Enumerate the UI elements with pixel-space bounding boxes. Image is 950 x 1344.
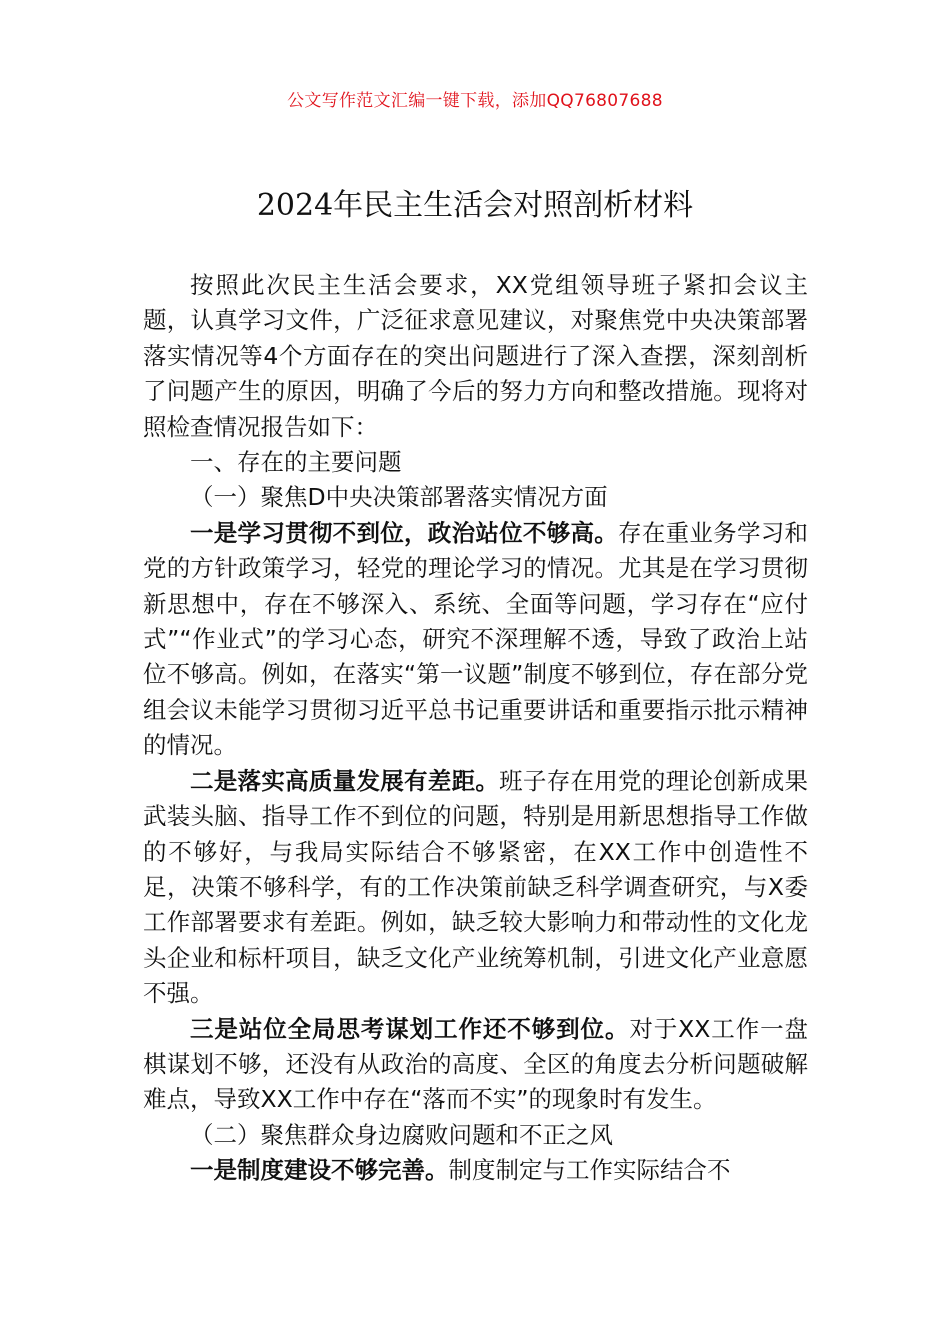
document-title: 2024年民主生活会对照剖析材料 bbox=[256, 188, 694, 223]
heading-text: （二）聚焦群众身边腐败问题和不正之风 bbox=[190, 1120, 613, 1149]
heading-text: 一、存在的主要问题 bbox=[190, 448, 402, 477]
document-body bbox=[143, 268, 808, 1189]
subsection-heading-2 bbox=[143, 1118, 808, 1153]
issue-lead: 三是站位全局思考谋划工作还不够到位。 bbox=[190, 1014, 630, 1043]
issue-lead: 一是学习贯彻不到位，政治站位不够高。 bbox=[190, 518, 619, 547]
issue-lead: 一是制度建设不够完善。 bbox=[190, 1156, 449, 1185]
paragraph-text: 制度制定与工作实际结合不 bbox=[448, 1156, 731, 1185]
heading-text: （一）聚焦D中央决策部署落实情况方面 bbox=[190, 483, 608, 512]
intro-paragraph bbox=[143, 268, 808, 445]
paragraph-text: 存在重业务学习和党的方针政策学习，轻党的理论学习的情况。尤其是在学习贯彻新思想中，存在不够深入、系统、全面等问题，学习存在“应付式”“作业式”的学习心态，研究不深理解不透，导致了政治上站位不够高。例如，在落实“第一议题”制度不够到位，存在部分党组会议未能学习贯彻习近平总书记重要讲话和重要指示批示精神的情况。 bbox=[143, 518, 809, 760]
issue-paragraph-1 bbox=[143, 516, 808, 764]
subsection-heading-1 bbox=[143, 480, 808, 515]
issue-paragraph-4 bbox=[143, 1153, 808, 1188]
issue-paragraph-3 bbox=[143, 1012, 808, 1118]
paragraph-text: 对于XX工作一盘棋谋划不够，还没有从政治的高度、全区的角度去分析问题破解难点，导致XX工作中存在“落而不实”的现象时有发生。 bbox=[143, 1014, 809, 1114]
watermark-banner[interactable]: 公文写作范文汇编一键下载，添加QQ76807688 bbox=[287, 91, 663, 111]
paragraph-text: 班子存在用党的理论创新成果武装头脑、指导工作不到位的问题，特别是用新思想指导工作做的不够好，与我局实际结合不够紧密，在XX工作中创造性不足，决策不够科学，有的工作决策前缺乏科学调查研究，与X委工作部署要求有差距。例如，缺乏较大影响力和带动性的文化龙头企业和标杆项目，缺乏文化产业统筹机制，引进文化产业意愿不强。 bbox=[143, 766, 809, 1008]
issue-paragraph-2 bbox=[143, 764, 808, 1012]
issue-lead: 二是落实高质量发展有差距。 bbox=[190, 766, 500, 795]
paragraph-text: 按照此次民主生活会要求，XX党组领导班子紧扣会议主题，认真学习文件，广泛征求意见建议，对聚焦党中央决策部署落实情况等4个方面存在的突出问题进行了深入查摆，深刻剖析了问题产生的原因，明确了今后的努力方向和整改措施。现将对照检查情况报告如下： bbox=[143, 271, 808, 441]
section-heading-1 bbox=[143, 445, 808, 480]
